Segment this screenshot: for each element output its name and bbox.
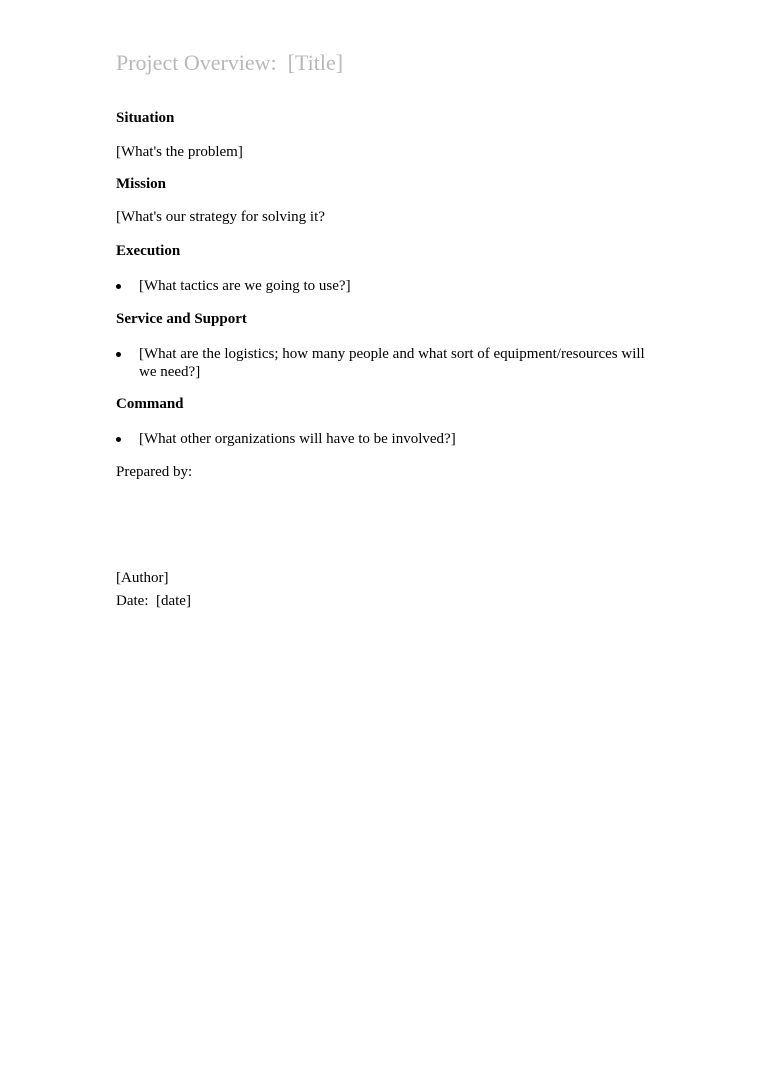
heading-mission: Mission (116, 176, 167, 192)
heading-service-and-support: Service and Support (116, 311, 247, 327)
heading-command: Command (116, 396, 184, 412)
heading-situation: Situation (116, 110, 175, 126)
service-support-bullet-text: [What are the logistics; how many people and what sort of equipment/resources will we need?] (139, 346, 645, 380)
command-bullet-text: [What other organizations will have to be involved?] (139, 431, 456, 447)
situation-text: [What's the problem] (116, 144, 243, 160)
command-bullet-item (116, 430, 656, 448)
execution-bullet-text: [What tactics are we going to use?] (139, 278, 351, 294)
bullet-icon (116, 437, 121, 442)
bullet-icon (116, 352, 121, 357)
author-placeholder: [Author] (116, 570, 169, 586)
service-support-bullet-item (116, 345, 656, 381)
date-line: Date: [date] (116, 593, 191, 609)
execution-bullet-item (116, 277, 656, 295)
heading-execution: Execution (116, 243, 181, 259)
mission-text: [What's our strategy for solving it? (116, 209, 325, 225)
prepared-by-label: Prepared by: (116, 464, 193, 480)
document-title: Project Overview: [Title] (116, 50, 344, 75)
bullet-icon (116, 284, 121, 289)
